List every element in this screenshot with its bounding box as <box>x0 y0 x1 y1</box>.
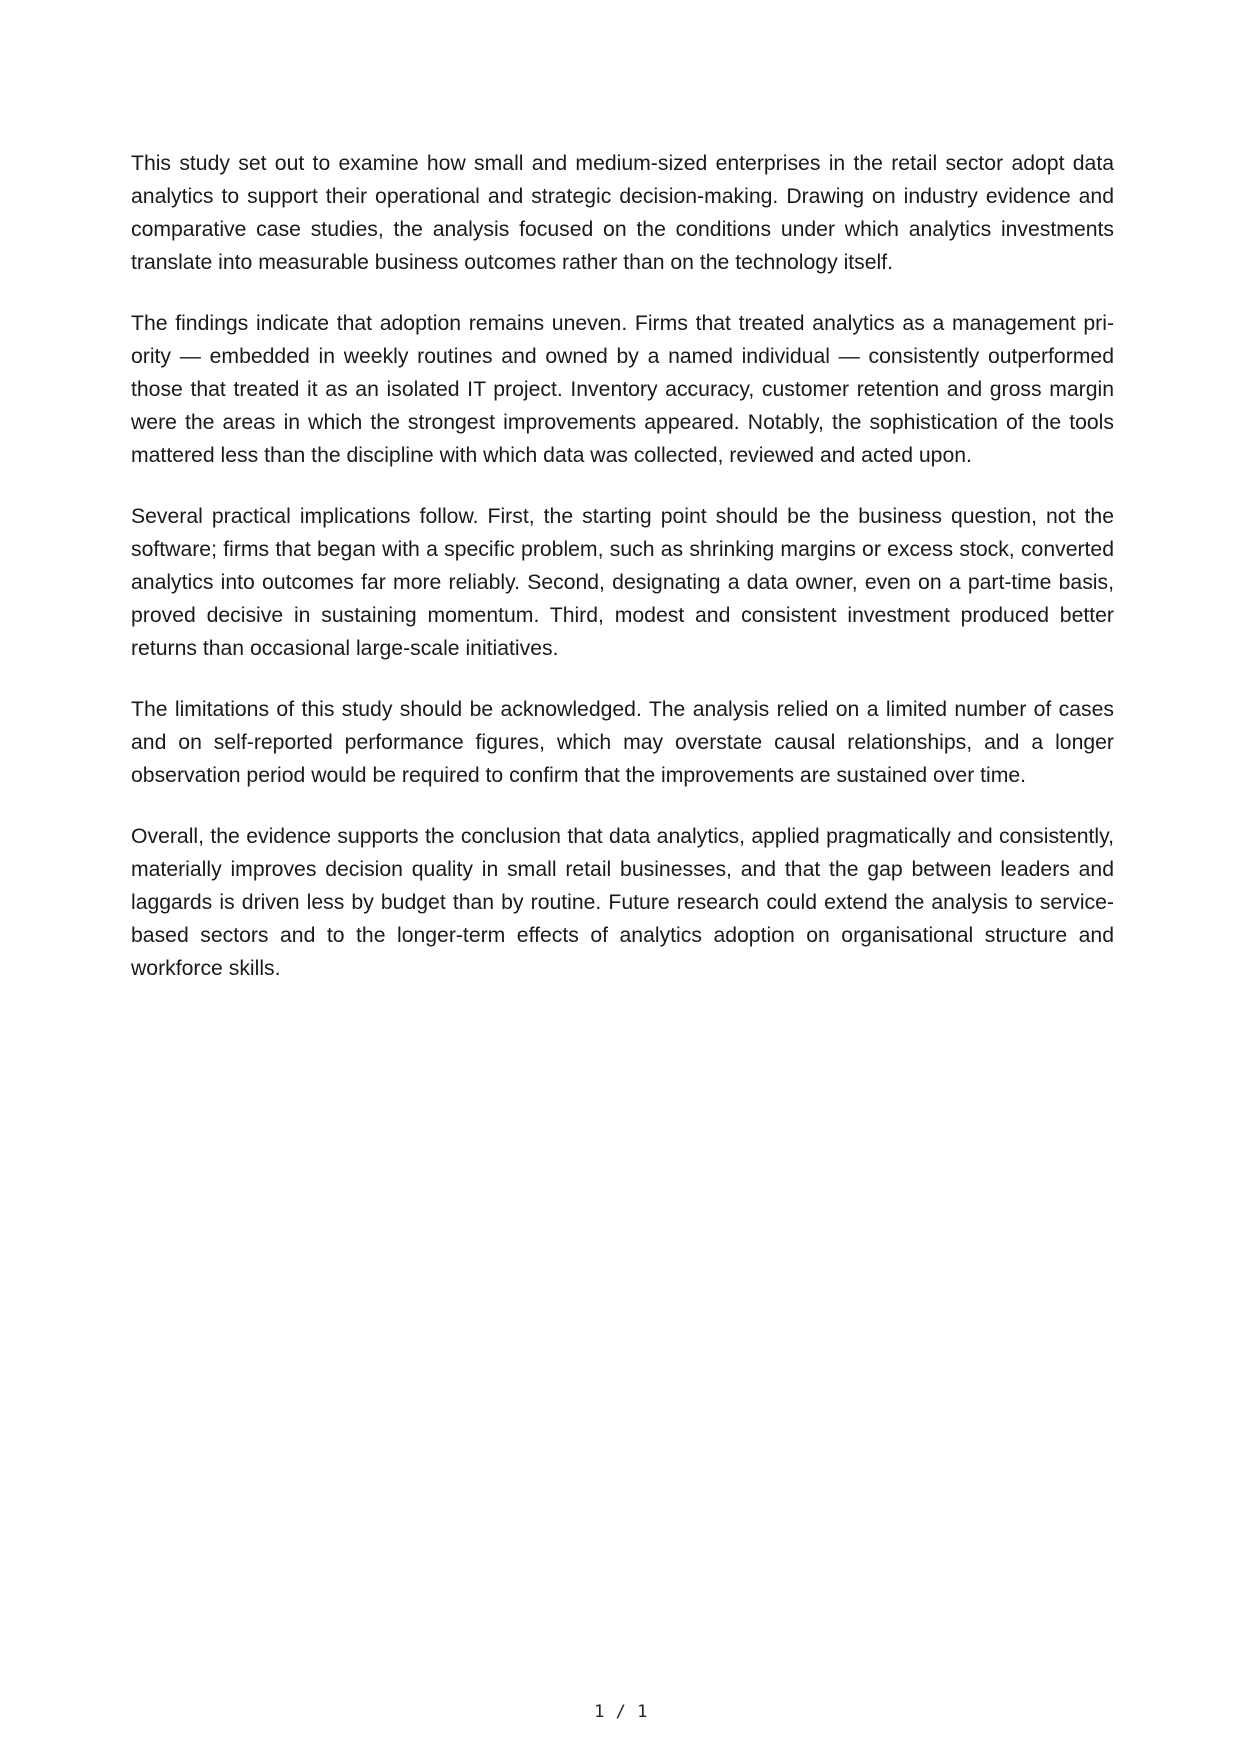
paragraph-findings: The findings indicate that adoption remains uneven. Firms that treated analytics as a management priority — embedded in weekly routines and owned by a named individual — consistently outperformed those that treated it as an isolated IT project. Inventory accuracy, customer retention and gross margin were the areas in which the strongest improvements appeared. Notably, the sophistication of the tools mattered less than the discipline with which data was collected, reviewed and acted upon. <box>131 312 1114 467</box>
page-number: 1 / 1 <box>594 1702 648 1722</box>
document-body <box>131 147 1114 1013</box>
paragraph-introduction: This study set out to examine how small and medium-sized enterprises in the retail sector adopt data analytics to support their operational and strategic decision-making. Drawing on industry evidence and comparative case studies, the analysis focused on the conditions under which analytics investments translate into measurable business outcomes rather than on the technology itself. <box>131 152 1114 274</box>
paragraph-conclusion: Overall, the evidence supports the conclusion that data analytics, applied pragmatically and consistently, materially improves decision quality in small retail businesses, and that the gap between leaders and laggards is driven less by budget than by routine. Future research could extend the analysis to service-based sectors and to the longer-term effects of analytics adoption on organisational structure and workforce skills. <box>131 825 1114 980</box>
paragraph-implications: Several practical implications follow. First, the starting point should be the business question, not the software; firms that began with a specific problem, such as shrinking margins or excess stock, converted analytics into outcomes far more reliably. Second, designating a data owner, even on a part-time basis, proved decisive in sustaining momentum. Third, modest and consistent investment produced better returns than occasional large-scale initiatives. <box>131 505 1114 660</box>
paragraph-limitations: The limitations of this study should be acknowledged. The analysis relied on a limited number of cases and on self-reported performance figures, which may overstate causal relationships, and a longer observation period would be required to confirm that the improvements are sustained over time. <box>131 698 1114 787</box>
